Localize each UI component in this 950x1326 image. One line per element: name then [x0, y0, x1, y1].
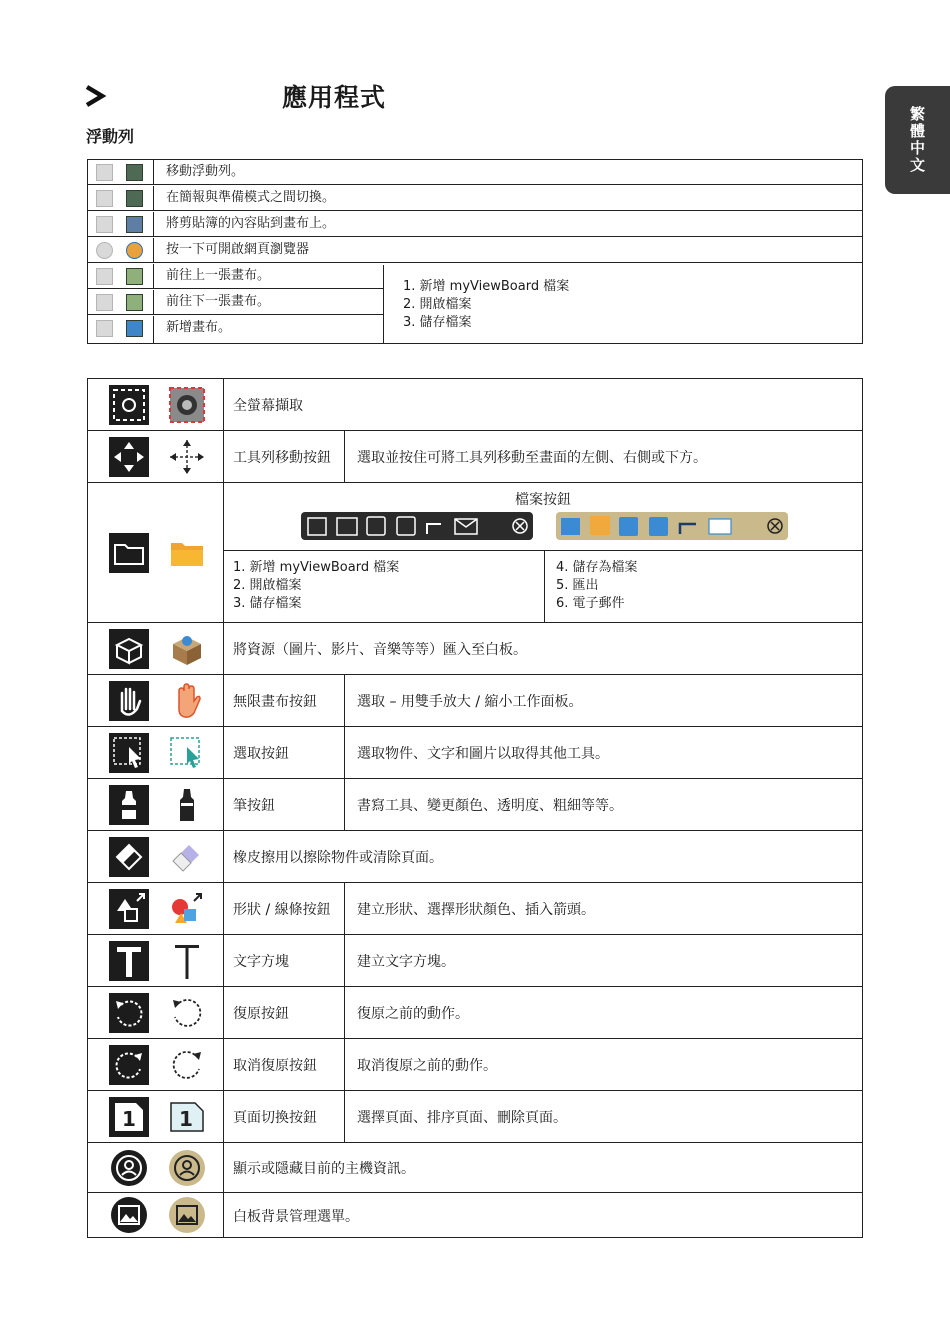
table-row [88, 316, 383, 343]
file-list [403, 278, 569, 332]
undo-icon [109, 993, 149, 1033]
table-row [88, 186, 862, 211]
table-row [88, 160, 862, 185]
row-description: 建立形狀、選擇形狀顏色、插入箭頭。 [357, 902, 595, 918]
row-description: 選擇頁面、排序頁面、刪除頁面。 [357, 1110, 567, 1126]
file-toolbar-dark [301, 512, 533, 540]
row-label: 復原按鈕 [233, 1006, 289, 1022]
section-title: 浮動列 [86, 127, 135, 146]
row-label: 文字方塊 [233, 954, 289, 970]
import-box-icon [109, 629, 149, 669]
row-text: 按一下可開啟網頁瀏覽器 [166, 242, 310, 257]
list-item: 3. 儲存檔案 [233, 596, 302, 611]
eraser-icon [109, 837, 149, 877]
row-label: 工具列移動按鈕 [233, 450, 331, 466]
folder-color-icon [167, 533, 207, 573]
table-row [88, 431, 862, 483]
browser-icon [126, 242, 143, 259]
shape-icon [109, 889, 149, 929]
row-description: 選取 – 用雙手放大 / 縮小工作面板。 [357, 694, 583, 710]
folder-icon [109, 533, 149, 573]
file-list-left [233, 559, 399, 613]
text-box-color-icon [167, 941, 207, 981]
row-description: 取消復原之前的動作。 [357, 1058, 497, 1074]
row-label: 顯示或隱藏目前的主機資訊。 [233, 1161, 415, 1177]
row-text: 前往下一張畫布。 [166, 294, 271, 309]
move-arrows-icon [167, 437, 207, 477]
table-row [88, 623, 862, 675]
background-icon [109, 1195, 149, 1235]
file-button-title: 檔案按鈕 [515, 492, 571, 508]
list-item: 3. 儲存檔案 [403, 315, 472, 330]
select-icon [109, 733, 149, 773]
language-tab [885, 86, 950, 194]
list-item: 2. 開啟檔案 [403, 297, 472, 312]
move-arrows-icon [126, 164, 143, 181]
page-title: 應用程式 [282, 83, 387, 112]
row-text: 新增畫布。 [166, 320, 232, 335]
arrow-right-green-icon [126, 294, 143, 311]
row-text: 移動浮動列。 [166, 164, 245, 179]
row-label: 頁面切換按鈕 [233, 1110, 317, 1126]
arrow-left-icon [96, 268, 113, 285]
table-row [88, 290, 383, 315]
list-item: 4. 儲存為檔案 [556, 560, 638, 575]
screenshot-icon [109, 385, 149, 425]
toolbar-table [87, 378, 863, 1238]
table-row [88, 935, 862, 987]
table-row [88, 675, 862, 727]
select-color-icon [167, 733, 207, 773]
row-description: 復原之前的動作。 [357, 1006, 469, 1022]
row-description: 選取並按住可將工具列移動至畫面的左側、右側或下方。 [357, 450, 707, 466]
paste-icon [96, 216, 113, 233]
table-row [88, 883, 862, 935]
arrow-left-green-icon [126, 268, 143, 285]
row-label: 形狀 / 線條按鈕 [233, 902, 331, 918]
list-item: 6. 電子郵件 [556, 596, 625, 611]
pen-color-icon [167, 785, 207, 825]
row-label: 選取按鈕 [233, 746, 289, 762]
move-toolbar-icon [109, 437, 149, 477]
row-description: 書寫工具、變更顏色、透明度、粗細等等。 [357, 798, 623, 814]
file-toolbar-color [556, 512, 788, 540]
background-color-icon [167, 1195, 207, 1235]
row-label: 取消復原按鈕 [233, 1058, 317, 1074]
table-row [88, 264, 383, 289]
redo-color-icon [167, 1045, 207, 1085]
table-row [88, 1039, 862, 1091]
language-label: 繁體中文 [908, 106, 926, 174]
svg-text:1: 1 [179, 1107, 193, 1131]
chevron-right-icon [84, 84, 106, 108]
move-dots-icon [96, 164, 113, 181]
shape-color-icon [167, 889, 207, 929]
list-item: 1. 新增 myViewBoard 檔案 [233, 560, 400, 575]
table-row [88, 379, 862, 431]
row-label: 筆按鈕 [233, 798, 275, 814]
list-item: 5. 匯出 [556, 578, 599, 593]
row-text: 將剪貼簿的內容貼到畫布上。 [166, 216, 336, 231]
row-label: 橡皮擦用以擦除物件或清除頁面。 [233, 850, 443, 866]
table-row [88, 212, 862, 237]
row-text: 前往上一張畫布。 [166, 268, 271, 283]
table-row [88, 987, 862, 1039]
new-canvas-blue-icon [126, 320, 143, 337]
pen-icon [109, 785, 149, 825]
list-item: 1. 新增 myViewBoard 檔案 [403, 279, 570, 294]
host-info-color-icon [167, 1148, 207, 1188]
import-box-color-icon [167, 629, 207, 669]
screenshot-color-icon [167, 385, 207, 425]
arrow-right-icon [96, 294, 113, 311]
table-row [88, 779, 862, 831]
hand-color-icon [167, 681, 207, 721]
browser-gray-icon [96, 242, 113, 259]
page-switch-color-icon [167, 1097, 207, 1137]
table-row [88, 831, 862, 883]
text-box-icon [109, 941, 149, 981]
presentation-icon [96, 190, 113, 207]
undo-color-icon [167, 993, 207, 1033]
row-description: 建立文字方塊。 [357, 954, 455, 970]
row-label: 無限畫布按鈕 [233, 694, 317, 710]
table-row [88, 1143, 862, 1193]
eraser-color-icon [167, 837, 207, 877]
svg-text:1: 1 [122, 1107, 136, 1131]
file-list-right [556, 559, 638, 613]
table-row [88, 1091, 862, 1143]
prep-mode-icon [126, 190, 143, 207]
table-row [88, 727, 862, 779]
new-canvas-icon [96, 320, 113, 337]
table-row [88, 238, 862, 263]
redo-icon [109, 1045, 149, 1085]
page-switch-icon [109, 1097, 149, 1137]
floating-bar-table [87, 159, 863, 344]
host-info-icon [109, 1148, 149, 1188]
hand-icon [109, 681, 149, 721]
row-description: 選取物件、文字和圖片以取得其他工具。 [357, 746, 609, 762]
row-label: 白板背景管理選單。 [233, 1209, 359, 1225]
row-label: 將資源（圖片、影片、音樂等等）匯入至白板。 [233, 642, 527, 658]
table-row [88, 1193, 862, 1237]
table-row [88, 483, 862, 623]
row-text: 在簡報與準備模式之間切換。 [166, 190, 336, 205]
paste-color-icon [126, 216, 143, 233]
list-item: 2. 開啟檔案 [233, 578, 302, 593]
row-label: 全螢幕擷取 [233, 398, 303, 414]
